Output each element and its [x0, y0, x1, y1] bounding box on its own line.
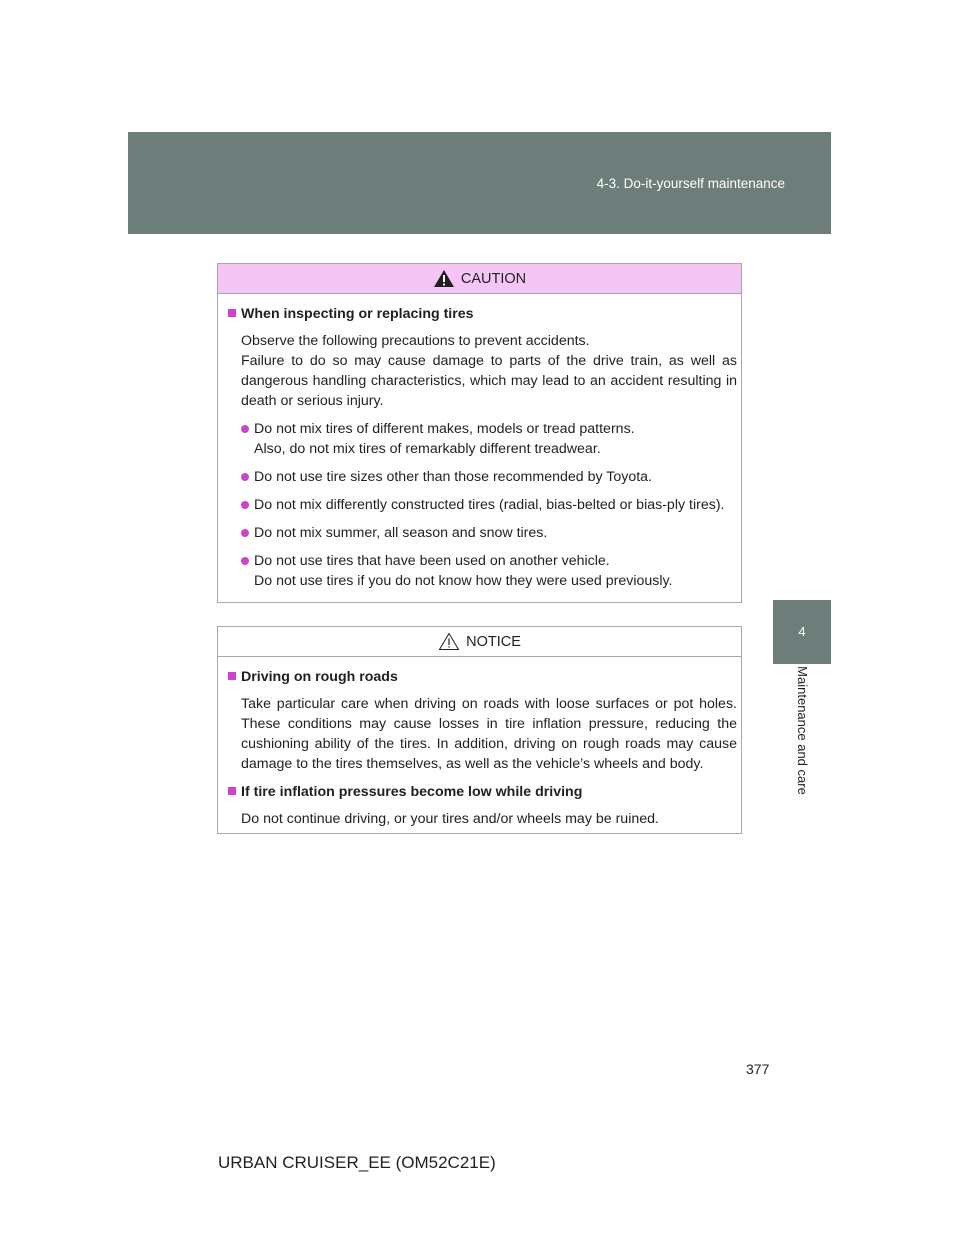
chapter-tab: 4 — [773, 600, 831, 664]
list-item: Do not use tire sizes other than those recommended by Toyota. — [241, 467, 737, 487]
round-bullet-icon — [241, 557, 249, 565]
square-bullet-icon — [228, 787, 236, 795]
notice-paragraph: Do not continue driving, or your tires and/or wheels may be ruined. — [241, 811, 659, 827]
round-bullet-icon — [241, 529, 249, 537]
caution-title: CAUTION — [460, 270, 527, 287]
round-bullet-icon — [241, 425, 249, 433]
list-item: Do not mix tires of different makes, models or tread patterns. Also, do not mix tires of remarkably different treadwear. — [241, 419, 737, 459]
list-item: Do not mix summer, all season and snow tires. — [241, 523, 737, 543]
header-band — [128, 132, 831, 234]
chapter-title: Maintenance and care — [794, 665, 810, 795]
notice-header — [218, 627, 741, 657]
list-item: Do not mix differently constructed tires (radial, bias-belted or bias-ply tires). — [241, 495, 737, 515]
page-number: 377 — [746, 1061, 770, 1077]
caution-header — [218, 264, 741, 294]
caution-heading: When inspecting or replacing tires — [228, 304, 737, 324]
caution-intro: Observe the following precautions to prevent accidents. Failure to do so may cause damage to parts of the drive train, as well as dangerous handling characteristics, which may lead to an accident resulting in death or serious injury. — [241, 333, 737, 409]
notice-heading: If tire inflation pressures become low while driving — [228, 782, 737, 802]
notice-box — [217, 626, 742, 834]
section-title: 4-3. Do-it-yourself maintenance — [596, 176, 785, 191]
notice-heading: Driving on rough roads — [228, 667, 737, 687]
round-bullet-icon — [241, 501, 249, 509]
caution-box — [217, 263, 742, 603]
document-code: URBAN CRUISER_EE (OM52C21E) — [218, 1153, 496, 1172]
round-bullet-icon — [241, 473, 249, 481]
notice-paragraph: Take particular care when driving on roads with loose surfaces or pot holes. These conditions may cause losses in tire inflation pressure, reducing the cushioning ability of the tires. In addition, driving on rough roads may cause damage to the tires themselves, as well as the vehicle’s wheels and body. — [241, 696, 737, 772]
chapter-side-label — [760, 665, 844, 795]
square-bullet-icon — [228, 309, 236, 317]
notice-title: NOTICE — [466, 633, 521, 650]
square-bullet-icon — [228, 672, 236, 680]
list-item: Do not use tires that have been used on another vehicle. Do not use tires if you do not know how they were used previously. — [241, 551, 737, 591]
warning-filled-icon — [433, 269, 455, 288]
warning-outline-icon — [438, 632, 460, 651]
